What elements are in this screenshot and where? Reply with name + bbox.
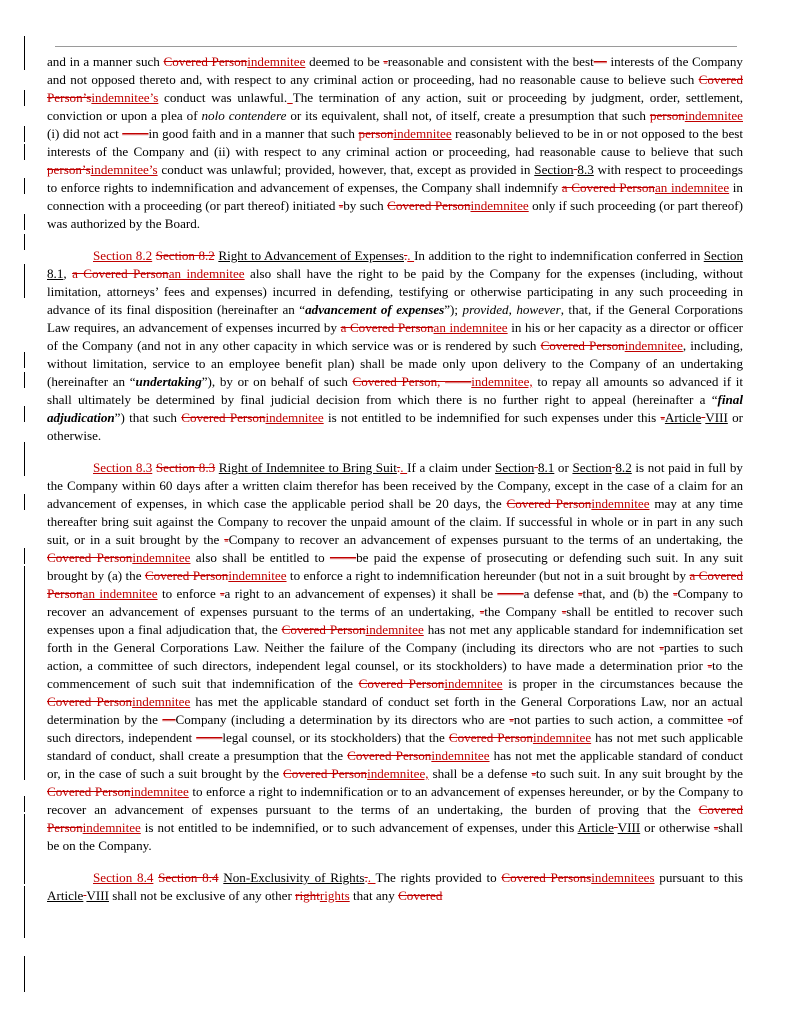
text-run: be paid the expense of prosecuting or defending such suit. In any suit brought by (a) the <box>47 550 743 583</box>
defined-term: final adjudication <box>47 392 743 425</box>
deleted-text: Covered Person <box>506 496 592 511</box>
text-run: The rights provided to <box>375 870 502 885</box>
deleted-text: - <box>659 640 664 655</box>
text-run: in his or her capacity as a director or officer of the Company (and not in any other capacity in which service was or is rendered by such <box>47 320 743 353</box>
deleted-text: Covered Person <box>181 410 266 425</box>
text-run: a defense <box>523 586 579 601</box>
deleted-text: - <box>561 604 567 619</box>
text-run: deemed to be <box>305 54 384 69</box>
deleted-text: Covered Person <box>283 766 368 781</box>
deleted-text: a Covered Person <box>561 180 655 195</box>
inserted-text: . <box>400 460 408 475</box>
deleted-text: - <box>509 712 514 727</box>
text-run: also shall be entitled to <box>190 550 330 565</box>
section-8-2-advancement-of-expenses <box>47 247 743 445</box>
change-bar <box>24 264 25 298</box>
deleted-text: Covered Person <box>47 802 743 835</box>
text-run: , including, without limitation, service to an employee benefit plan) shall be made only upon delivery to the Company of an undertaking (hereinafter an “ <box>47 338 744 389</box>
text-run: reasonably believed to be in or not opposed to the best interests of the Company and (ii) with respect to any criminal action or proceeding, had reasonable cause to believe that such <box>47 126 743 159</box>
text-run: ”) that such <box>114 410 182 425</box>
defined-term: undertaking <box>135 374 202 389</box>
inserted-text: indemnitee <box>130 784 189 799</box>
inserted-text: an indemnitee <box>82 586 158 601</box>
text-run: in good faith and in a manner that such <box>148 126 359 141</box>
text-run: shall not be exclusive of any other <box>108 888 296 903</box>
inserted-text: Section 8.3 <box>93 460 153 475</box>
text-run: The termination of any action, suit or proceeding by judgment, order, settlement, conviction or upon a plea of <box>47 90 743 123</box>
text-run: , that, if the General Corporations Law requires, an advancement of expenses incurred by <box>47 302 743 335</box>
inserted-text: indemnitee <box>82 820 141 835</box>
change-bar <box>24 126 25 142</box>
deleted-text: - <box>727 712 733 727</box>
deleted-text: Covered Person, <box>352 374 446 389</box>
text-run: ”), by or on behalf of such <box>201 374 353 389</box>
inserted-text: an indemnitee <box>654 180 730 195</box>
underlined-reference: Section <box>495 460 535 475</box>
text-run: by such <box>343 198 388 213</box>
text-run: that any <box>349 888 399 903</box>
deleted-text: - <box>220 586 225 601</box>
inserted-text: Section 8.2 <box>93 248 153 263</box>
inserted-text: indemnitee <box>624 338 683 353</box>
deleted-text: - <box>224 532 229 547</box>
text-run: , <box>63 266 73 281</box>
deleted-text: Covered Person <box>347 748 432 763</box>
inserted-text: rights <box>319 888 350 903</box>
text-run: of such directors, independent <box>47 712 743 745</box>
deleted-text: Covered Person <box>448 730 533 745</box>
inserted-text: indemnitee, <box>471 374 533 389</box>
deleted-text: — <box>162 712 176 727</box>
italic-text: provided, however <box>462 302 561 317</box>
text-run: In addition to the right to indemnification conferred in <box>414 248 704 263</box>
inserted-text: indemnitee <box>393 126 452 141</box>
deleted-text: - <box>338 198 344 213</box>
text-run: or <box>554 460 573 475</box>
text-run: (i) did not act <box>47 126 123 141</box>
deleted-text: Covered Person <box>47 784 131 799</box>
text-run: conduct was unlawful; provided, however, that, except as provided in <box>157 162 535 177</box>
inserted-text: indemnitee <box>132 550 191 565</box>
text-run: also shall have the right to be paid by the Company for the expenses (including, without limitation, attorneys’ fees and expenses) incurred in defending, testifying or otherwise participating in any such proceeding in advance of its final disposition (hereinafter an “ <box>47 266 744 317</box>
change-bar <box>24 406 25 422</box>
text-run: to enforce <box>157 586 221 601</box>
inserted-text: indemnitees <box>591 870 655 885</box>
deleted-text: Covered <box>398 888 443 903</box>
inserted-text: indemnitee’s <box>90 162 158 177</box>
change-bar <box>24 442 25 476</box>
inserted-text: indemnitee <box>265 410 324 425</box>
deleted-text: . <box>396 460 401 475</box>
text-run: or otherwise <box>640 820 714 835</box>
change-bar <box>24 814 25 884</box>
underlined-reference: Section <box>572 460 612 475</box>
text-run: to repay all amounts so advanced if it shall ultimately be determined by final judicial decision from which there is no further right to appeal (hereinafter a “ <box>47 374 743 407</box>
underlined-reference: 8.1 <box>537 460 555 475</box>
change-bar <box>24 886 25 938</box>
deleted-text: - <box>479 604 485 619</box>
change-bar <box>24 494 25 510</box>
deleted-text: —— <box>329 550 357 565</box>
deleted-text: - <box>707 658 712 673</box>
text-run: to the commencement of such suit that indemnification of the <box>47 658 743 691</box>
deleted-text: Section 8.4 <box>158 870 219 885</box>
underlined-reference: Article <box>664 410 702 425</box>
change-bar <box>24 548 25 564</box>
deleted-text: —— <box>497 586 524 601</box>
underlined-reference: Section <box>703 248 744 263</box>
deleted-text: - <box>673 586 678 601</box>
deleted-text: - <box>531 766 536 781</box>
text-run: pursuant to this <box>654 870 743 885</box>
deleted-text: - <box>713 820 719 835</box>
inserted-text: indemnitee <box>365 622 424 637</box>
paragraph-indemnification-standard <box>47 53 743 233</box>
inserted-text: indemnitee <box>591 496 650 511</box>
underlined-reference: Right of Indemnitee to Bring Suit <box>218 460 397 475</box>
deleted-text: a Covered Person <box>340 320 434 335</box>
underlined-reference: Article <box>577 820 614 835</box>
text-run: to such suit. In any suit brought by the <box>535 766 743 781</box>
defined-term: advancement of expenses <box>305 302 445 317</box>
document-body <box>47 53 743 905</box>
inserted-text: . <box>407 248 415 263</box>
change-bar <box>24 144 25 160</box>
deleted-text: . <box>404 248 408 263</box>
inserted-text: indemnitee’s <box>91 90 159 105</box>
deleted-text: — <box>593 54 607 69</box>
text-run: a right to an advancement of expenses) it shall be <box>224 586 498 601</box>
text-run: reasonable and consistent with the best <box>387 54 594 69</box>
section-8-4-non-exclusivity <box>47 869 743 905</box>
text-run: Company to recover an advancement of expenses pursuant to the terms of an undertaking, <box>47 586 743 619</box>
text-run: is not paid in full by the Company within 60 days after a written claim therefor has been received by the Company, except in the case of a claim for an advancement of expenses, in which case the applicable period shall be 20 days, the <box>47 460 743 511</box>
text-run: parties to such action, a committee of such directors, independent legal counsel, or its stockholders) to have made a determination prior <box>47 640 744 673</box>
deleted-text: Covered Person <box>281 622 366 637</box>
deleted-text: - <box>660 410 665 425</box>
section-8-3-right-to-bring-suit <box>47 459 743 855</box>
inserted-text: an indemnitee <box>433 320 508 335</box>
text-run: has met the applicable standard of conduct set forth in the General Corporations Law, nor an actual determination by the <box>47 694 743 727</box>
deleted-text: —— <box>196 730 223 745</box>
change-bar <box>24 178 25 194</box>
text-run: Company to recover an advancement of expenses pursuant to the terms of an undertaking, the <box>228 532 743 547</box>
deleted-text: a Covered Person <box>72 266 169 281</box>
text-run: Company (including a determination by its directors who are <box>175 712 510 727</box>
change-bar <box>24 796 25 812</box>
deleted-text: Covered Person <box>144 568 229 583</box>
underlined-reference: Section <box>534 162 574 177</box>
underlined-reference: 8.1 <box>47 266 64 281</box>
change-bar <box>24 36 25 70</box>
text-run: to enforce a right to indemnification or to an advancement of expenses hereunder, or by the Company to recover an advancement of expenses pursuant to the terms of an undertaking, the burden of proving that the <box>47 784 743 817</box>
text-run: not parties to such action, a committee <box>513 712 728 727</box>
deleted-text: person’s <box>47 162 91 177</box>
deleted-text: Covered Person <box>47 694 133 709</box>
deleted-text: Covered Person’s <box>47 72 743 105</box>
underlined-reference: Article <box>47 888 84 903</box>
underlined-reference: VIII <box>86 888 109 903</box>
deleted-text: Covered Persons <box>501 870 592 885</box>
inserted-text: indemnitee <box>470 198 529 213</box>
text-run: is not entitled to be indemnified for such expenses under this <box>323 410 661 425</box>
deleted-text: Covered Person <box>540 338 625 353</box>
change-bar <box>24 372 25 388</box>
inserted-text: indemnitee <box>684 108 743 123</box>
text-run: or its equivalent, shall not, of itself, create a presumption that such <box>286 108 650 123</box>
header-rule <box>55 46 737 47</box>
deleted-text: right <box>295 888 320 903</box>
underlined-reference: 8.3 <box>577 162 594 177</box>
inserted-text: . <box>367 870 376 885</box>
deleted-text: - <box>383 54 388 69</box>
text-run: to enforce a right to indemnification hereunder (but not in a suit brought by <box>286 568 690 583</box>
text-run: has not met any applicable standard for indemnification set forth in the General Corporations Law. Neither the failure of the Company (including its directors who are not <box>47 622 743 655</box>
inserted-text: indemnitee <box>444 676 503 691</box>
inserted-text: indemnitee, <box>367 766 429 781</box>
text-run: legal counsel, or its stockholders) that the <box>222 730 449 745</box>
text-run: shall be on the Company. <box>47 820 743 853</box>
text-run: and in a manner such <box>47 54 164 69</box>
deleted-text: person <box>649 108 685 123</box>
text-run: has not met such applicable standard of conduct, shall create a presumption that the <box>47 730 743 763</box>
underlined-reference: Non-Exclusivity of Rights <box>223 870 365 885</box>
inserted-text: indemnitee <box>228 568 287 583</box>
deleted-text: Section 8.3 <box>155 460 216 475</box>
text-run: with respect to proceedings to enforce rights to indemnification and advancement of expenses, the Company shall indemnify <box>47 162 743 195</box>
inserted-text: indemnitee <box>132 694 191 709</box>
text-run: the Company <box>484 604 562 619</box>
change-bar <box>24 352 25 368</box>
text-run: may at any time thereafter bring suit against the Company to recover the unpaid amount of the claim. If successful in whole or in part in any such suit, or in a suit brought by the <box>47 496 743 547</box>
deleted-text: - <box>578 586 583 601</box>
change-bar <box>24 90 25 106</box>
deleted-text: a Covered Person <box>47 568 744 601</box>
text-run: in connection with a proceeding (or part thereof) initiated <box>47 180 743 213</box>
deleted-text: Section 8.2 <box>155 248 215 263</box>
text-run: shall be a defense <box>428 766 532 781</box>
text-run: shall be entitled to recover such expenses upon a final adjudication that, the <box>47 604 743 637</box>
deleted-text: . <box>364 870 368 885</box>
text-run: only if such proceeding (or part thereof) was authorized by the Board. <box>47 198 743 231</box>
inserted-text: an indemnitee <box>168 266 245 281</box>
deleted-text: Covered Person <box>47 550 133 565</box>
deleted-text: Covered Person <box>387 198 471 213</box>
underlined-reference: VIII <box>617 820 641 835</box>
change-bar <box>24 566 25 780</box>
change-bar <box>24 234 25 250</box>
deleted-text: Covered Person <box>358 676 445 691</box>
text-run: or otherwise. <box>47 410 743 443</box>
text-run: that, and (b) the <box>582 586 674 601</box>
underlined-reference: VIII <box>705 410 728 425</box>
text-run: ”); <box>444 302 463 317</box>
inserted-text: Section 8.4 <box>93 870 154 885</box>
deleted-text: Covered Person <box>163 54 248 69</box>
italic-text: nolo contendere <box>201 108 287 123</box>
text-run: is proper in the circumstances because the <box>502 676 743 691</box>
deleted-text: —— <box>445 374 472 389</box>
text-run: has not met the applicable standard of conduct or, in the case of such a suit brought by the <box>47 748 743 781</box>
inserted-text: indemnitee <box>247 54 306 69</box>
underlined-reference: 8.2 <box>615 460 632 475</box>
text-run: conduct was unlawful. <box>158 90 288 105</box>
inserted-text: indemnitee <box>532 730 592 745</box>
text-run: interests of the Company and not opposed thereto and, with respect to any criminal action or proceeding, had no reasonable cause to believe such <box>47 54 743 87</box>
text-run: is not entitled to be indemnified, or to such advancement of expenses, under this <box>140 820 578 835</box>
text-run: If a claim under <box>407 460 496 475</box>
deleted-text: —— <box>122 126 149 141</box>
change-bar <box>24 956 25 992</box>
inserted-text: indemnitee <box>431 748 490 763</box>
underlined-reference: Right to Advancement of Expenses <box>218 248 404 263</box>
deleted-text: person <box>358 126 394 141</box>
change-bar <box>24 214 25 230</box>
